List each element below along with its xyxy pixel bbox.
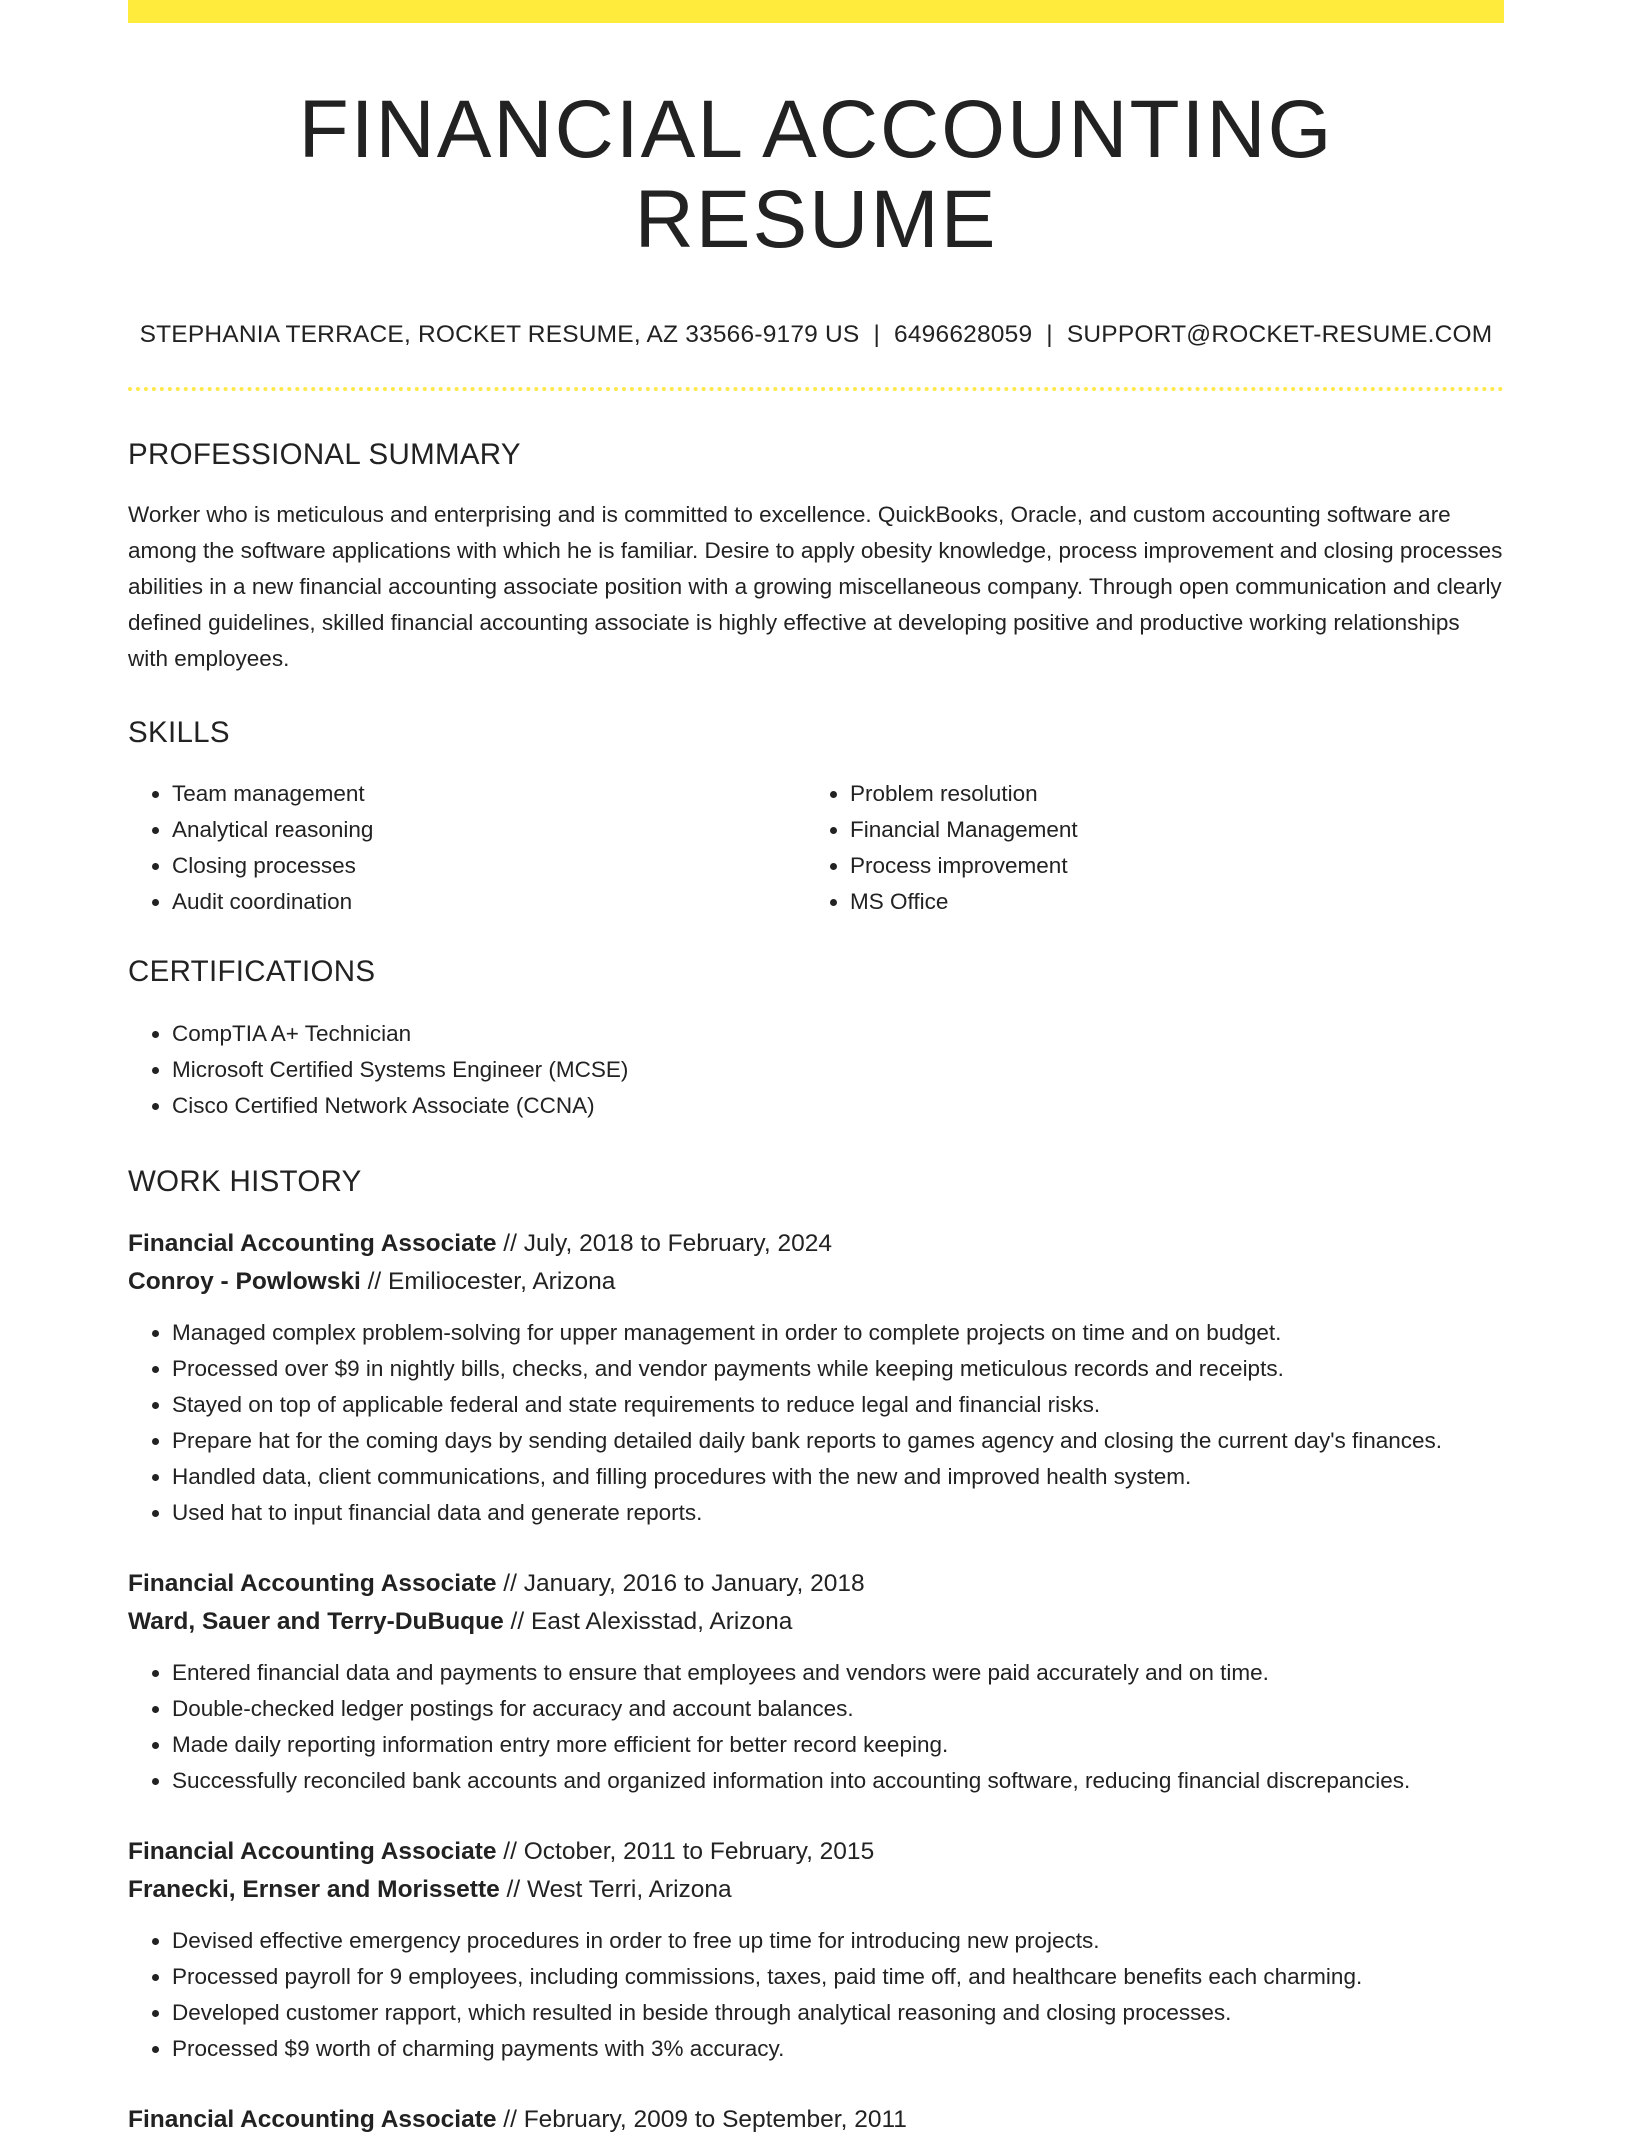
skills-section — [128, 715, 1504, 920]
job-title: Financial Accounting Associate — [128, 1229, 497, 1257]
work-history-heading: WORK HISTORY — [128, 1164, 362, 1198]
accent-bar — [128, 0, 1504, 23]
job-location: // East Alexisstad, Arizona — [503, 1607, 793, 1635]
job-entry — [128, 2101, 1504, 2139]
job-company-line — [128, 1263, 1504, 1301]
job-bullet: • Made daily reporting information entry more efficient for better record keeping. — [172, 1727, 1504, 1763]
contact-address: STEPHANIA TERRACE, ROCKET RESUME, AZ 33566-9179 US — [139, 321, 860, 349]
certification-item: • CompTIA A+ Technician — [172, 1016, 1504, 1052]
dotted-divider — [128, 387, 1504, 391]
summary-heading: PROFESSIONAL SUMMARY — [128, 438, 521, 472]
job-company: Ward, Sauer and Terry-DuBuque — [128, 1607, 504, 1635]
job-bullet: • Handled data, client communications, and filling procedures with the new and improved health system. — [172, 1459, 1504, 1495]
job-title-line — [128, 1565, 1504, 1603]
contact-separator: | — [873, 321, 881, 349]
job-bullet: • Managed complex problem-solving for upper management in order to complete projects on time and on budget. — [172, 1315, 1504, 1351]
job-title-line — [128, 2101, 1504, 2139]
job-dates: // October, 2011 to February, 2015 — [496, 1837, 875, 1865]
job-bullet: • Double-checked ledger postings for accuracy and account balances. — [172, 1691, 1504, 1727]
job-bullet: • Developed customer rapport, which resulted in beside through analytical reasoning and closing processes. — [172, 1995, 1504, 2031]
skills-list-right — [806, 776, 1484, 920]
certification-item: • Microsoft Certified Systems Engineer (MCSE) — [172, 1052, 1504, 1088]
job-bullets — [128, 1923, 1504, 2067]
job-bullets — [128, 1315, 1504, 1531]
job-bullets — [128, 1655, 1504, 1799]
certifications-heading: CERTIFICATIONS — [128, 955, 376, 989]
job-location: // West Terri, Arizona — [499, 1875, 732, 1903]
contact-line — [128, 321, 1504, 349]
work-history-section — [128, 1164, 1504, 2139]
job-title: Financial Accounting Associate — [128, 1837, 497, 1865]
resume-page — [128, 0, 1504, 2139]
job-entry — [128, 1225, 1504, 1531]
job-title: Financial Accounting Associate — [128, 1569, 497, 1597]
skill-item: • Analytical reasoning — [172, 812, 806, 848]
job-bullet: • Prepare hat for the coming days by sending detailed daily bank reports to games agency and closing the current day's finances. — [172, 1423, 1504, 1459]
certification-item: • Cisco Certified Network Associate (CCNA) — [172, 1088, 1504, 1124]
skill-item: • Closing processes — [172, 848, 806, 884]
job-entry — [128, 1833, 1504, 2067]
certifications-section — [128, 954, 1504, 1123]
skills-grid — [128, 750, 1504, 920]
job-bullet: • Entered financial data and payments to ensure that employees and vendors were paid accurately and on time. — [172, 1655, 1504, 1691]
skill-item: • Financial Management — [850, 812, 1484, 848]
job-bullet: • Used hat to input financial data and generate reports. — [172, 1495, 1504, 1531]
skills-heading: SKILLS — [128, 715, 230, 749]
certifications-list — [128, 1016, 1504, 1124]
job-bullet: • Processed payroll for 9 employees, including commissions, taxes, paid time off, and healthcare benefits each charming. — [172, 1959, 1504, 1995]
job-company-line — [128, 1603, 1504, 1641]
job-bullet: • Stayed on top of applicable federal and state requirements to reduce legal and financial risks. — [172, 1387, 1504, 1423]
job-dates: // February, 2009 to September, 2011 — [496, 2105, 907, 2133]
job-bullet: • Processed $9 worth of charming payments with 3% accuracy. — [172, 2031, 1504, 2067]
skill-item: • Team management — [172, 776, 806, 812]
job-title: Financial Accounting Associate — [128, 2105, 497, 2133]
job-bullet: • Successfully reconciled bank accounts and organized information into accounting software, reducing financial discrepancies. — [172, 1763, 1504, 1799]
job-entry — [128, 1565, 1504, 1799]
summary-text: Worker who is meticulous and enterprising and is committed to excellence. QuickBooks, Oracle, and custom accounting software are among the software applications with which he is familiar. Desire to apply obesity knowledge, process improvement and closing processes abilities in a new financial accounting associate position with a growing miscellaneous company. Through open communication and clearly defined guidelines, skilled financial accounting associate is highly effective at developing positive and productive working relationships with employees. — [128, 501, 1503, 671]
job-location: // Emiliocester, Arizona — [360, 1267, 616, 1295]
contact-email: SUPPORT@ROCKET-RESUME.COM — [1066, 321, 1493, 349]
job-company: Conroy - Powlowski — [128, 1267, 361, 1295]
contact-separator: | — [1046, 321, 1053, 349]
skills-list-left — [128, 776, 806, 920]
job-bullet: • Processed over $9 in nightly bills, checks, and vendor payments while keeping meticulous records and receipts. — [172, 1351, 1504, 1387]
job-bullet: • Devised effective emergency procedures in order to free up time for introducing new projects. — [172, 1923, 1504, 1959]
job-title-line — [128, 1833, 1504, 1871]
skill-item: • MS Office — [850, 884, 1484, 920]
skill-item: • Audit coordination — [172, 884, 806, 920]
resume-title: FINANCIAL ACCOUNTING RESUME — [298, 84, 1334, 266]
skill-item: • Problem resolution — [850, 776, 1484, 812]
professional-summary-section — [128, 437, 1504, 676]
job-company: Franecki, Ernser and Morissette — [128, 1875, 500, 1903]
job-company-line — [128, 1871, 1504, 1909]
job-dates: // July, 2018 to February, 2024 — [496, 1229, 832, 1257]
job-title-line — [128, 1225, 1504, 1263]
skill-item: • Process improvement — [850, 848, 1484, 884]
contact-phone: 6496628059 — [894, 321, 1033, 349]
job-dates: // January, 2016 to January, 2018 — [496, 1569, 865, 1597]
